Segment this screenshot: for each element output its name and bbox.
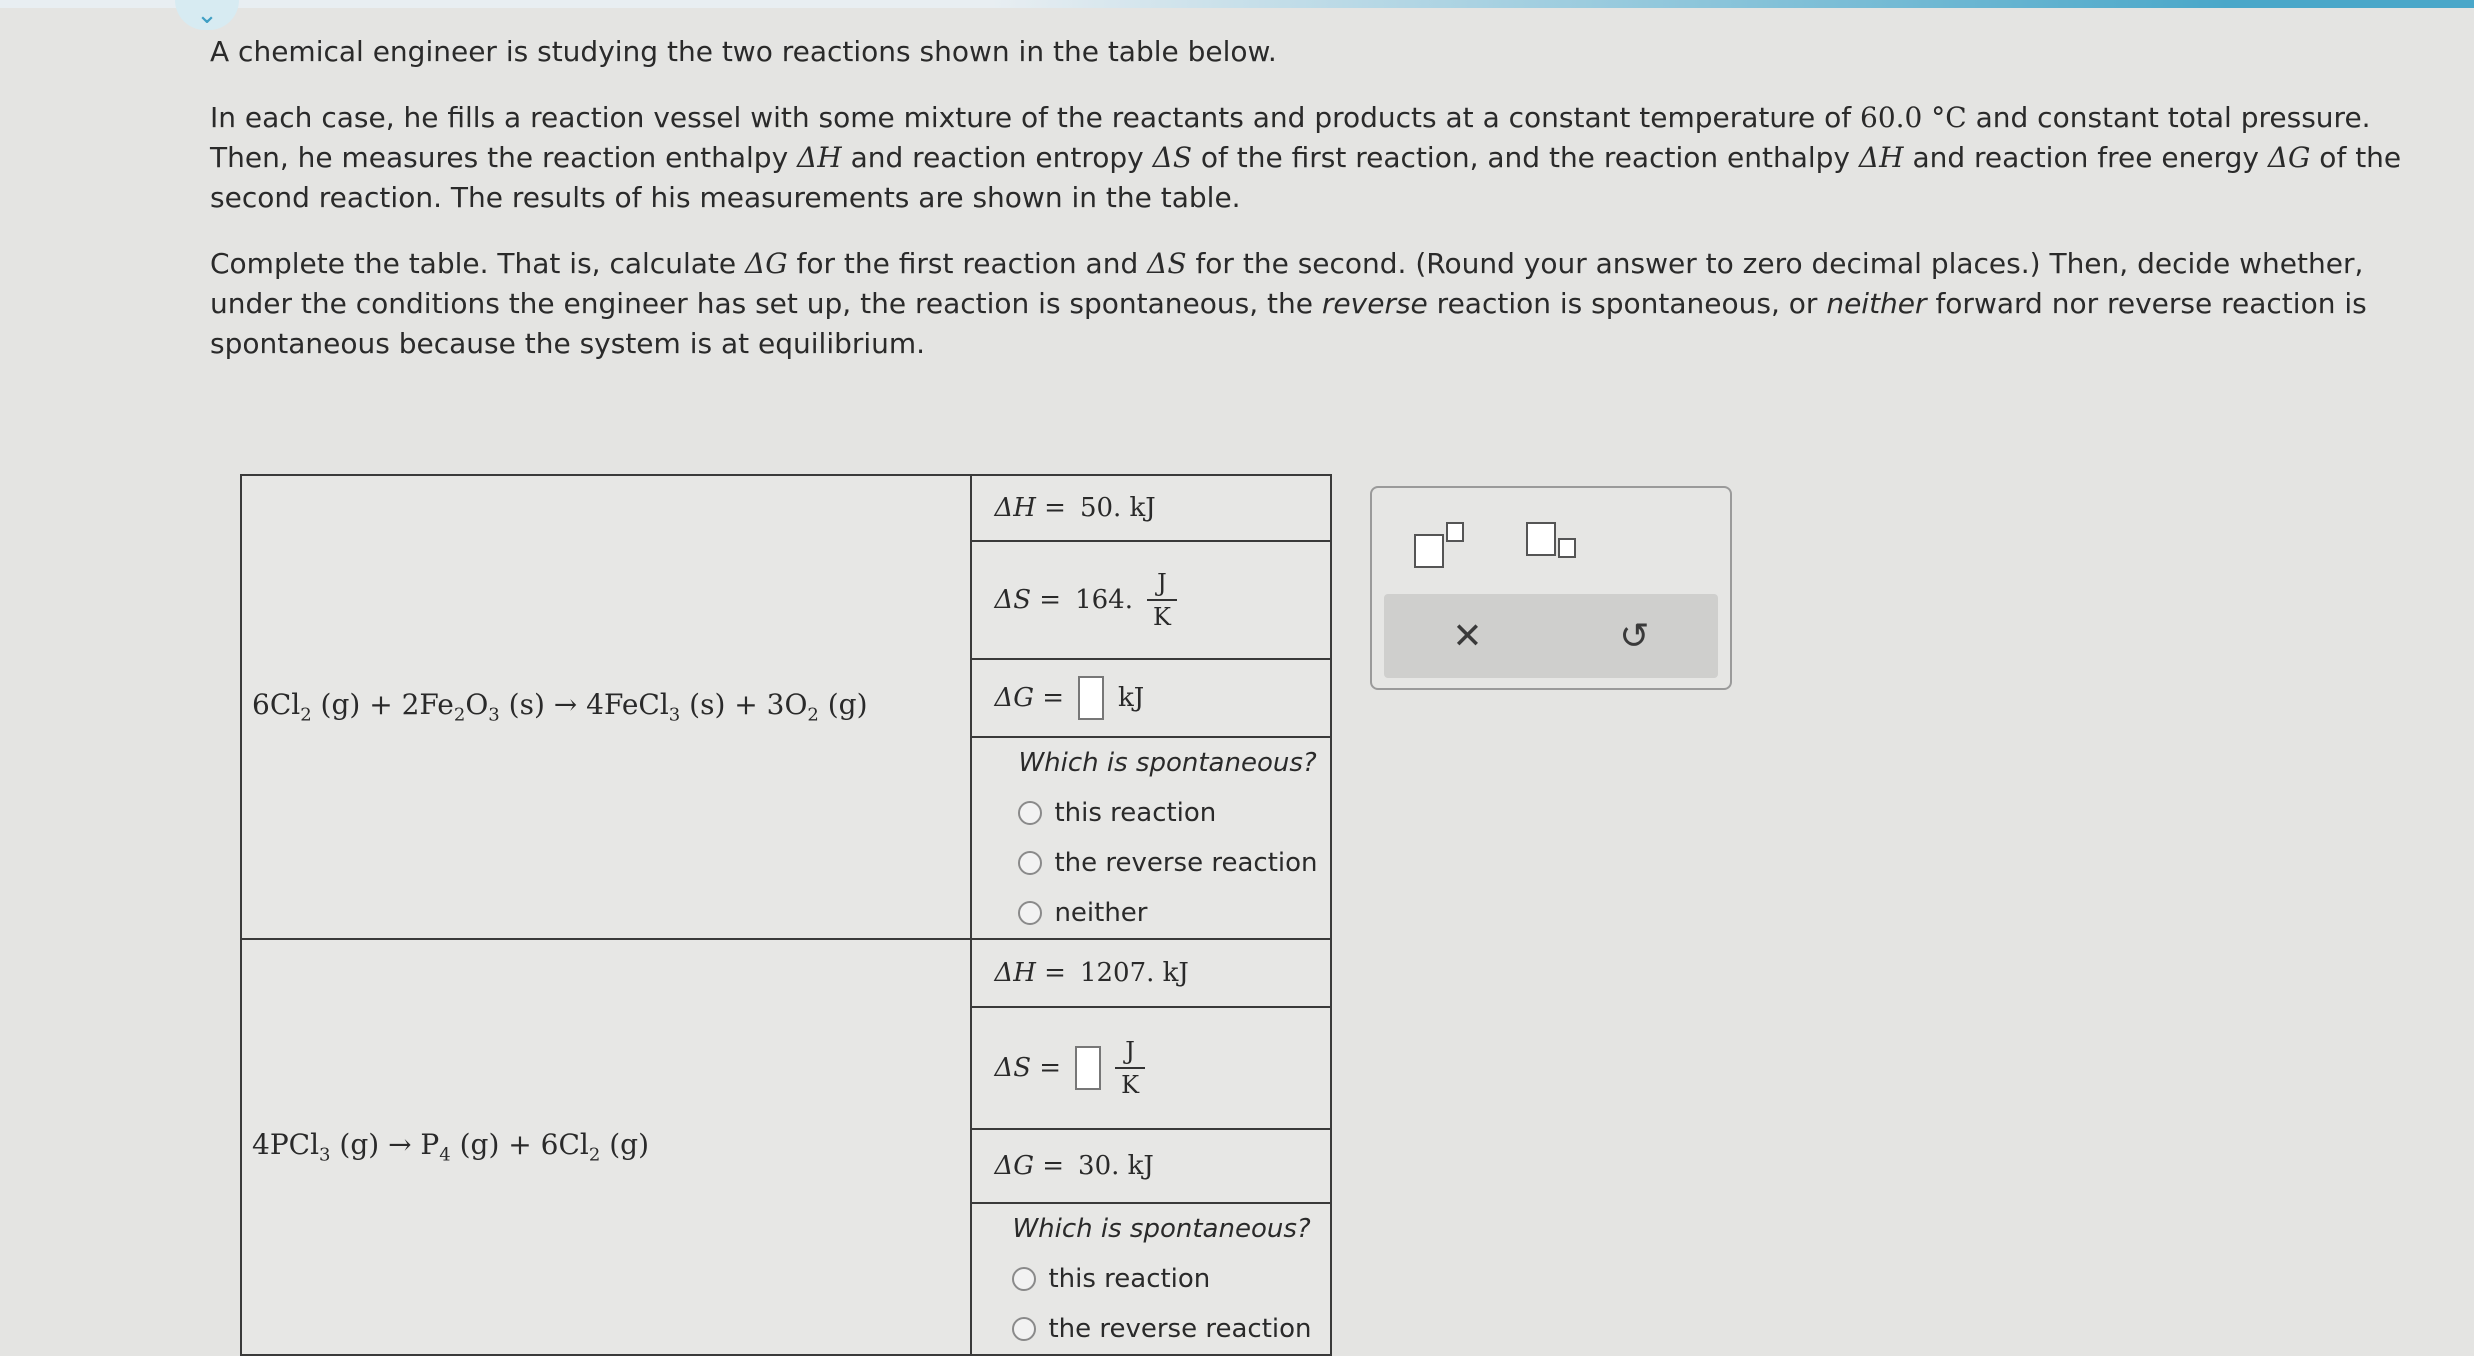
unit-j-per-k: $\frac{J}{K}$ [1115,1037,1145,1099]
reaction1-option-this[interactable]: this reaction [1018,788,1330,838]
radio-button[interactable] [1018,851,1042,875]
reaction2-ds-cell: ΔS = $\frac{J}{K}$ [971,1007,1331,1129]
x-icon[interactable]: ✕ [1452,615,1483,657]
reaction1-question: Which is spontaneous? [1018,748,1317,778]
reaction2-ds-input[interactable] [1075,1046,1101,1090]
reaction1-ds-cell: ΔS = 164. $\frac{J}{K}$ [971,541,1331,659]
problem-statement [210,32,2440,390]
radio-button[interactable] [1012,1317,1036,1341]
unit-j-per-k: $\frac{J}{K}$ [1147,569,1177,631]
reaction2-spontaneity-cell [971,1203,1331,1355]
reaction1-dg-cell: ΔG = kJ [971,659,1331,737]
reaction2-dh-cell: ΔH = 1207. kJ [971,939,1331,1007]
math-toolbar [1370,486,1732,690]
radio-button[interactable] [1018,801,1042,825]
reaction1-option-reverse[interactable]: the reverse reaction [1018,838,1330,888]
reaction2-question: Which is spontaneous? [1012,1214,1311,1244]
reaction2-equation: 4PCl$_3$ $(g) \to P_4$ $(g) + 6Cl_2$ (g) [241,939,971,1355]
problem-intro: A chemical engineer is studying the two reactions shown in the table below. [210,35,1277,68]
reaction1-dh-cell: ΔH = 50. kJ [971,475,1331,541]
reaction1-spontaneity-cell [971,737,1331,939]
reaction2-dg-cell: ΔG = 30. kJ [971,1129,1331,1203]
collapse-toggle[interactable] [175,0,239,30]
reaction2-option-this[interactable]: this reaction [1012,1254,1330,1304]
top-accent-bar [0,0,2474,8]
radio-button[interactable] [1012,1267,1036,1291]
reaction1-dg-input[interactable] [1078,676,1104,720]
problem-instructions: Complete the table. That is, calculate ΔG for the first reaction and ΔS for the second. (Round your answer to zero decimal places.) Then, decide whether, under the conditions the engineer has set up, the reaction is spontaneous, the reverse reaction is spontaneous, or neither forward nor reverse reaction is spontaneous because the system is at equilibrium. [210,247,2367,360]
problem-setup: In each case, he fills a reaction vessel with some mixture of the reactants and products at a constant temperature of 60.0 °C and constant total pressure. Then, he measures the reaction enthalpy ΔH and reaction entropy ΔS of the first reaction, and the reaction enthalpy ΔH and reaction free energy ΔG of the second reaction. The results of his measurements are shown in the table. [210,101,2402,214]
undo-icon[interactable]: ↺ [1619,615,1650,657]
reaction1-option-neither[interactable]: neither [1018,888,1330,938]
chevron-down-icon: ⌄ [196,0,218,30]
reaction1-equation: $6Cl_2$ $(g) + 2Fe_2O_3$ (s) → 4FeCl$_3$ $(s) + 3O_2$ (g) [241,475,971,939]
reaction-table [240,474,1332,1354]
radio-button[interactable] [1018,901,1042,925]
reaction2-option-reverse[interactable]: the reverse reaction [1012,1304,1330,1354]
